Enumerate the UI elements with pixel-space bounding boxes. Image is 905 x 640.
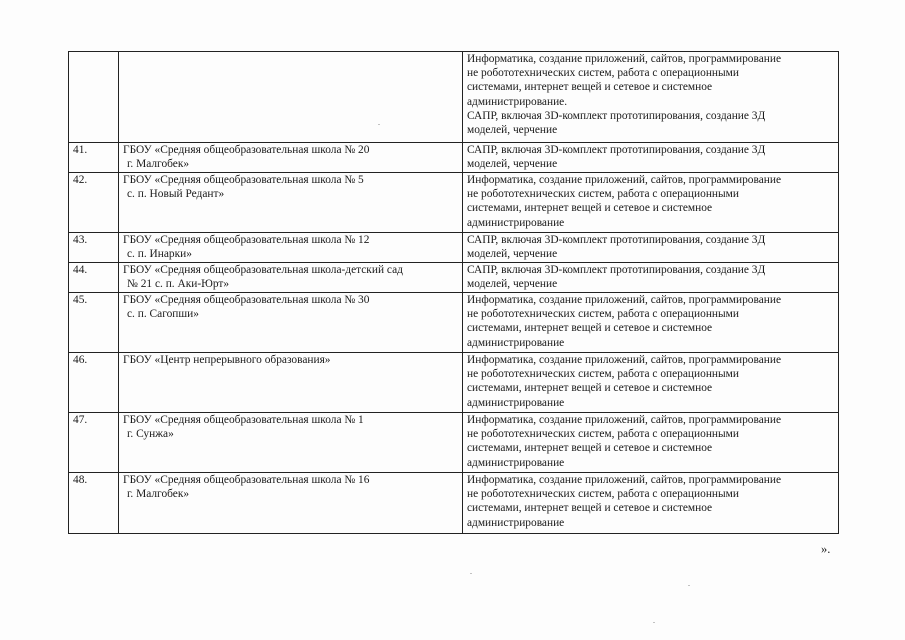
direction-line: Информатика, создание приложений, сайтов, программирование bbox=[467, 474, 782, 486]
row-number-cell: 47. bbox=[69, 413, 119, 473]
table-row bbox=[69, 353, 839, 413]
organization-line: ГБОУ «Средняя общеобразовательная школа № 1 bbox=[123, 414, 364, 426]
organization-cell bbox=[119, 473, 463, 534]
direction-cell bbox=[463, 473, 839, 534]
direction-line: системами, интернет вещей и сетевое и системное bbox=[467, 322, 713, 335]
organization-line: ГБОУ «Средняя общеобразовательная школа-детский сад bbox=[123, 264, 403, 276]
organization-cell bbox=[119, 263, 463, 293]
direction-cell bbox=[463, 143, 839, 173]
organization-cell bbox=[119, 413, 463, 473]
direction-line: администрирование bbox=[467, 396, 565, 409]
organization-line: г. Малгобек» bbox=[127, 158, 190, 171]
table-row-continuation bbox=[69, 52, 839, 143]
organization-line: с. п. Инарки» bbox=[127, 248, 192, 261]
direction-line: САПР, включая 3D-комплект прототипирования, создание 3Д bbox=[467, 264, 766, 276]
direction-cell bbox=[463, 263, 839, 293]
organization-line: ГБОУ «Центр непрерывного образования» bbox=[123, 354, 331, 366]
direction-cell bbox=[463, 52, 839, 143]
scan-artifact bbox=[470, 573, 472, 574]
row-number-cell: 46. bbox=[69, 353, 119, 413]
direction-line: Информатика, создание приложений, сайтов, программирование bbox=[467, 354, 782, 366]
schools-table bbox=[68, 51, 839, 534]
direction-line: не робототехнических систем, работа с операционными bbox=[467, 308, 739, 321]
direction-line: администрирование. bbox=[467, 95, 568, 108]
direction-line: моделей, черчение bbox=[467, 158, 558, 171]
table-row bbox=[69, 413, 839, 473]
direction-line: моделей, черчение bbox=[467, 124, 558, 137]
direction-line: администрирование bbox=[467, 336, 565, 349]
direction-line: Информатика, создание приложений, сайтов, программирование bbox=[467, 53, 782, 65]
direction-line: системами, интернет вещей и сетевое и системное bbox=[467, 382, 713, 395]
direction-line: САПР, включая 3D-комплект прототипирования, создание 3Д bbox=[467, 109, 766, 122]
organization-line: ГБОУ «Средняя общеобразовательная школа № 20 bbox=[123, 144, 370, 156]
direction-line: моделей, черчение bbox=[467, 278, 558, 291]
direction-line: не робототехнических систем, работа с операционными bbox=[467, 368, 739, 381]
organization-line: с. п. Сагопши» bbox=[127, 308, 199, 321]
organization-line: г. Сунжа» bbox=[127, 428, 174, 441]
organization-cell bbox=[119, 52, 463, 143]
organization-line: с. п. Новый Редант» bbox=[127, 188, 225, 201]
scan-artifact bbox=[653, 622, 655, 623]
direction-line: администрирование bbox=[467, 216, 565, 229]
direction-line: не робототехнических систем, работа с операционными bbox=[467, 488, 739, 501]
organization-line: ГБОУ «Средняя общеобразовательная школа № 16 bbox=[123, 474, 370, 486]
table-row bbox=[69, 233, 839, 263]
organization-line: ГБОУ «Средняя общеобразовательная школа № 5 bbox=[123, 174, 364, 186]
direction-cell bbox=[463, 353, 839, 413]
row-number-cell: 45. bbox=[69, 293, 119, 353]
direction-line: САПР, включая 3D-комплект прототипирования, создание 3Д bbox=[467, 234, 766, 246]
direction-line: Информатика, создание приложений, сайтов, программирование bbox=[467, 294, 782, 306]
row-number-cell: 42. bbox=[69, 173, 119, 233]
direction-cell bbox=[463, 413, 839, 473]
direction-line: не робототехнических систем, работа с операционными bbox=[467, 428, 739, 441]
table-row bbox=[69, 143, 839, 173]
row-number-cell: 43. bbox=[69, 233, 119, 263]
table-row bbox=[69, 293, 839, 353]
direction-line: не робототехнических систем, работа с операционными bbox=[467, 188, 739, 201]
table-row bbox=[69, 263, 839, 293]
direction-line: моделей, черчение bbox=[467, 248, 558, 261]
direction-cell bbox=[463, 233, 839, 263]
scan-artifact bbox=[378, 124, 380, 125]
scan-artifact bbox=[688, 585, 690, 586]
organization-line: г. Малгобек» bbox=[127, 488, 190, 501]
row-number-cell: 41. bbox=[69, 143, 119, 173]
table-body bbox=[69, 52, 839, 534]
direction-cell bbox=[463, 173, 839, 233]
direction-line: не робототехнических систем, работа с операционными bbox=[467, 67, 739, 80]
table-row bbox=[69, 173, 839, 233]
direction-cell bbox=[463, 293, 839, 353]
direction-line: системами, интернет вещей и сетевое и системное bbox=[467, 81, 713, 94]
direction-line: администрирование bbox=[467, 516, 565, 529]
direction-line: системами, интернет вещей и сетевое и системное bbox=[467, 502, 713, 515]
organization-cell bbox=[119, 353, 463, 413]
organization-cell bbox=[119, 293, 463, 353]
direction-line: Информатика, создание приложений, сайтов, программирование bbox=[467, 174, 782, 186]
table-row bbox=[69, 473, 839, 534]
organization-line: ГБОУ «Средняя общеобразовательная школа № 30 bbox=[123, 294, 370, 306]
direction-line: САПР, включая 3D-комплект прототипирования, создание 3Д bbox=[467, 144, 766, 156]
organization-line: ГБОУ «Средняя общеобразовательная школа № 12 bbox=[123, 234, 370, 246]
closing-quote-mark: ». bbox=[821, 542, 831, 556]
direction-line: системами, интернет вещей и сетевое и системное bbox=[467, 202, 713, 215]
row-number-cell bbox=[69, 52, 119, 143]
direction-line: системами, интернет вещей и сетевое и системное bbox=[467, 442, 713, 455]
direction-line: Информатика, создание приложений, сайтов, программирование bbox=[467, 414, 782, 426]
row-number-cell: 44. bbox=[69, 263, 119, 293]
organization-cell bbox=[119, 233, 463, 263]
organization-cell bbox=[119, 173, 463, 233]
organization-line: № 21 с. п. Аки-Юрт» bbox=[127, 278, 230, 291]
direction-line: администрирование bbox=[467, 456, 565, 469]
organization-cell bbox=[119, 143, 463, 173]
row-number-cell: 48. bbox=[69, 473, 119, 534]
